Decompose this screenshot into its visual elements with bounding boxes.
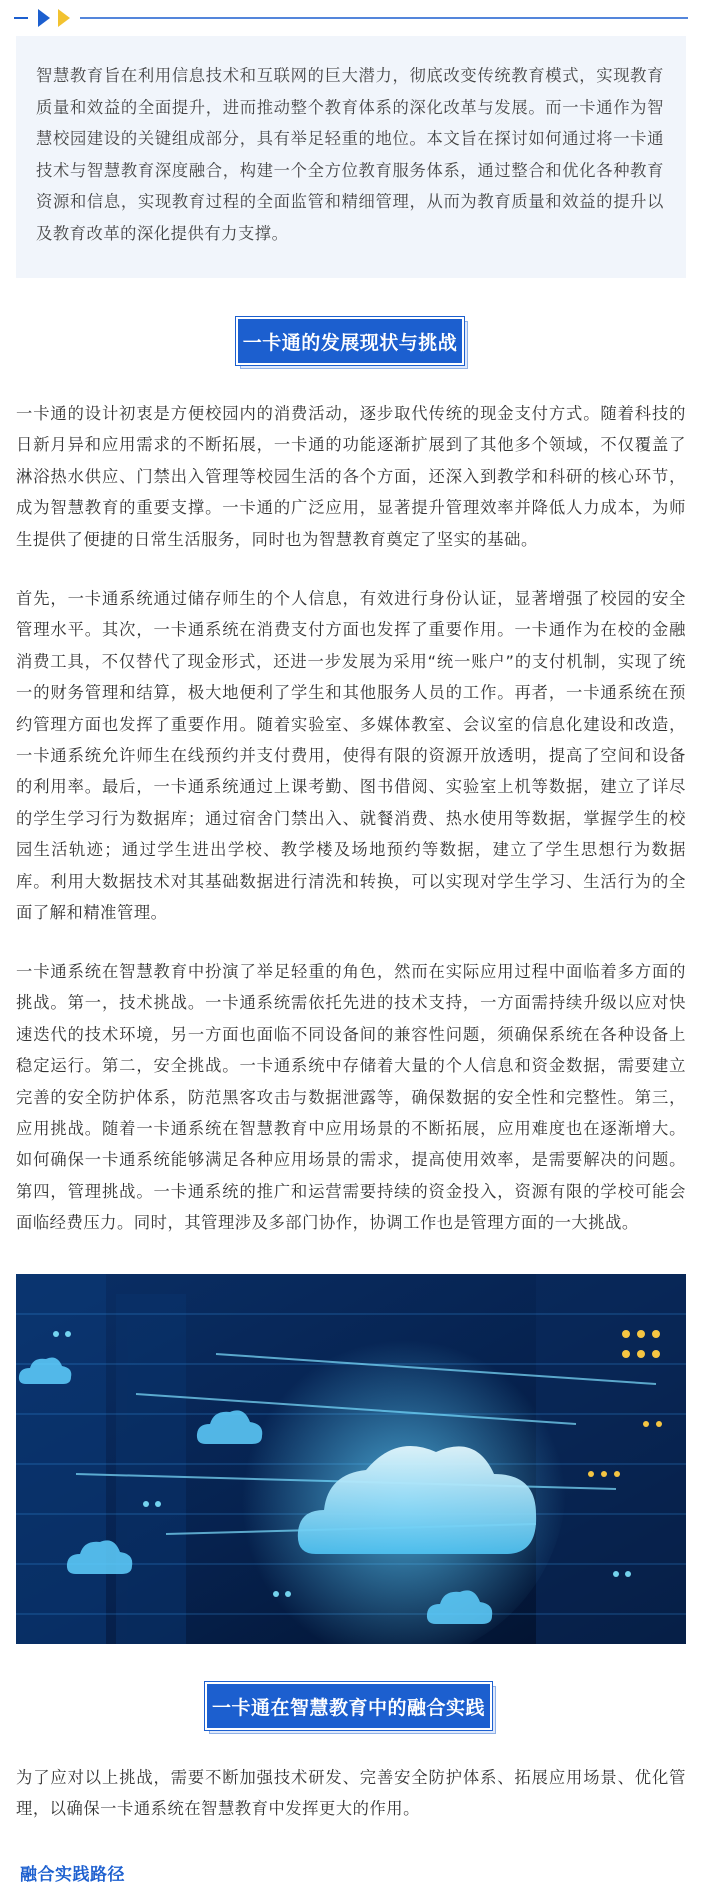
practice-path-subheading: 融合实践路径 [20, 1865, 125, 1885]
cloud-server-illustration [16, 1274, 686, 1644]
intro-box [16, 36, 686, 278]
section2-title: 一卡通在智慧教育中的融合实践 [205, 1682, 492, 1730]
deco-arrow-yellow-icon [58, 9, 70, 27]
deco-arrow-blue-icon [38, 9, 50, 27]
section1-title: 一卡通的发展现状与挑战 [236, 317, 464, 365]
section2-heading-badge [205, 1682, 492, 1730]
section1-paragraph-1: 一卡通的设计初衷是方便校园内的消费活动，逐步取代传统的现金支付方式。随着科技的日新月异和应用需求的不断拓展，一卡通的功能逐渐扩展到了其他多个领域，不仅覆盖了淋浴热水供应、门禁出入管理等校园生活的各个方面，还深入到教学和科研的核心环节，成为智慧教育的重要支撑。一卡通的广泛应用，显著提升管理效率并降低人力成本，为师生提供了便捷的日常生活服务，同时也为智慧教育奠定了坚实的基础。 [16, 404, 686, 549]
cloud-server-image [16, 1274, 686, 1644]
intro-text: 智慧教育旨在利用信息技术和互联网的巨大潜力，彻底改变传统教育模式，实现教育质量和效益的全面提升，进而推动整个教育体系的深化改革与发展。而一卡通作为智慧校园建设的关键组成部分，具有举足轻重的地位。本文旨在探讨如何通过将一卡通技术与智慧教育深度融合，构建一个全方位教育服务体系，通过整合和优化各种教育资源和信息，实现教育过程的全面监管和精细管理，从而为教育质量和效益的提升以及教育改革的深化提供有力支撑。 [36, 66, 664, 243]
section1-heading-badge [236, 317, 464, 365]
section2-paragraph-1: 为了应对以上挑战，需要不断加强技术研发、完善安全防护体系、拓展应用场景、优化管理，以确保一卡通系统在智慧教育中发挥更大的作用。 [16, 1768, 686, 1819]
section1-paragraph-2: 首先，一卡通系统通过储存师生的个人信息，有效进行身份认证，显著增强了校园的安全管理水平。其次，一卡通系统在消费支付方面也发挥了重要作用。一卡通作为在校的金融消费工具，不仅替代了现金形式，还进一步发展为采用“统一账户”的支付机制，实现了统一的财务管理和结算，极大地便利了学生和其他服务人员的工作。再者，一卡通系统在预约管理方面也发挥了重要作用。随着实验室、多媒体教室、会议室的信息化建设和改造，一卡通系统允许师生在线预约并支付费用，使得有限的资源开放透明，提高了空间和设备的利用率。最后，一卡通系统通过上课考勤、图书借阅、实验室上机等数据，建立了详尽的学生学习行为数据库；通过宿舍门禁出入、就餐消费、热水使用等数据，掌握学生的校园生活轨迹；通过学生进出学校、教学楼及场地预约等数据，建立了学生思想行为数据库。利用大数据技术对其基础数据进行清洗和转换，可以实现对学生学习、生活行为的全面了解和精准管理。 [16, 589, 686, 923]
top-decoration [14, 8, 688, 28]
section1-paragraph-3: 一卡通系统在智慧教育中扮演了举足轻重的角色，然而在实际应用过程中面临着多方面的挑战。第一，技术挑战。一卡通系统需依托先进的技术支持，一方面需持续升级以应对快速迭代的技术环境，另一方面也面临不同设备间的兼容性问题，须确保系统在各种设备上稳定运行。第二，安全挑战。一卡通系统中存储着大量的个人信息和资金数据，需要建立完善的安全防护体系，防范黑客攻击与数据泄露等，确保数据的安全性和完整性。第三，应用挑战。随着一卡通系统在智慧教育中应用场景的不断拓展，应用难度也在逐渐增大。如何确保一卡通系统能够满足各种应用场景的需求，提高使用效率，是需要解决的问题。第四，管理挑战。一卡通系统的推广和运营需要持续的资金投入，资源有限的学校可能会面临经费压力。同时，其管理涉及多部门协作，协调工作也是管理方面的一大挑战。 [16, 962, 686, 1233]
